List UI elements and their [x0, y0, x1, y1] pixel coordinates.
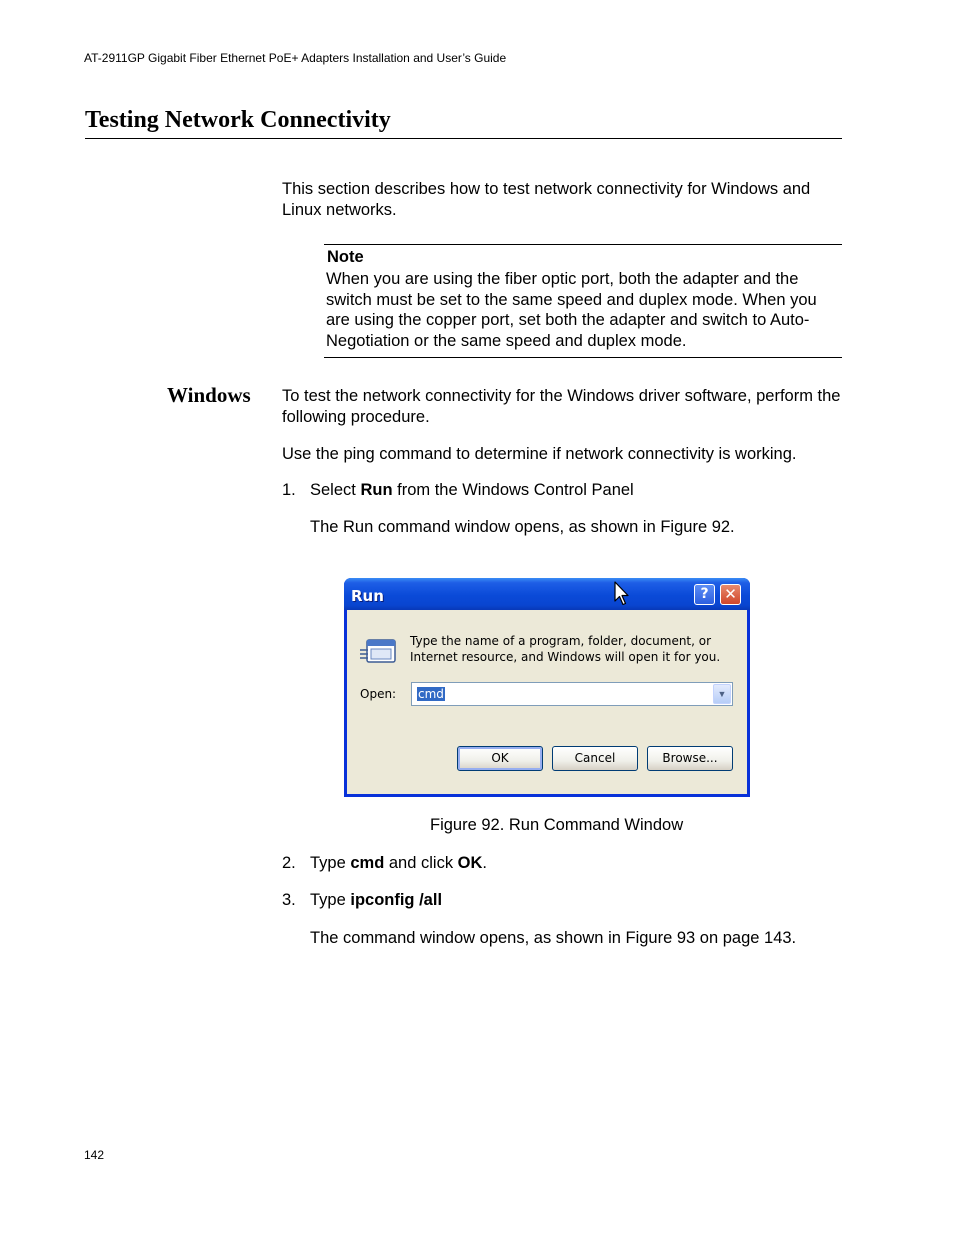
ok-button[interactable]: OK [457, 746, 543, 771]
run-dialog-client [347, 610, 747, 794]
step-1-result: The Run command window opens, as shown in Figure 92. [310, 518, 735, 536]
cancel-button[interactable]: Cancel [552, 746, 638, 771]
note-body: When you are using the fiber optic port, both the adapter and the switch must be set to the same speed and duplex mode. When you are using the copper port, set both the adapter and switch to Auto-Negotiation or the same speed and duplex mode. [326, 270, 817, 350]
run-dialog-titlebar[interactable] [344, 578, 750, 610]
run-icon [359, 637, 397, 667]
windows-paragraph-2: Use the ping command to determine if network connectivity is working. [282, 445, 797, 463]
run-description: Type the name of a program, folder, document, or Internet resource, and Windows will open it for you. [410, 634, 721, 664]
open-combobox[interactable] [411, 682, 733, 706]
browse-button[interactable]: Browse... [647, 746, 733, 771]
step-1-text: Select Run from the Windows Control Panel [310, 481, 634, 499]
run-dialog-title: Run [351, 587, 384, 605]
running-header: AT-2911GP Gigabit Fiber Ethernet PoE+ Adapters Installation and User’s Guide [84, 51, 507, 65]
mouse-cursor-icon [614, 581, 630, 607]
open-label: Open: [360, 687, 397, 701]
figure-caption: Figure 92. Run Command Window [430, 816, 684, 834]
chevron-down-icon: ▼ [717, 689, 727, 699]
page-number: 142 [84, 1148, 105, 1162]
note-box [324, 244, 842, 358]
step-1-number: 1. [282, 481, 296, 499]
step-3-number: 3. [282, 891, 296, 909]
step-3-text: Type ipconfig /all [310, 891, 443, 909]
windows-paragraph-1: To test the network connectivity for the Windows driver software, perform the following procedure. [282, 387, 841, 426]
section-title: Testing Network Connectivity [85, 107, 842, 139]
dropdown-arrow-button[interactable] [713, 684, 731, 704]
step-2-text: Type cmd and click OK. [310, 854, 488, 872]
close-button[interactable] [720, 584, 741, 605]
intro-paragraph: This section describes how to test network connectivity for Windows and Linux networks. [282, 180, 811, 219]
run-dialog [344, 578, 750, 797]
open-input-value[interactable]: cmd [418, 687, 444, 701]
note-title: Note [327, 248, 364, 266]
step-3-result: The command window opens, as shown in Figure 93 on page 143. [310, 929, 797, 947]
step-2-number: 2. [282, 854, 296, 872]
help-icon: ? [700, 586, 709, 602]
windows-heading: Windows [167, 383, 251, 407]
help-button[interactable] [694, 584, 715, 605]
close-icon: ✕ [724, 585, 737, 603]
